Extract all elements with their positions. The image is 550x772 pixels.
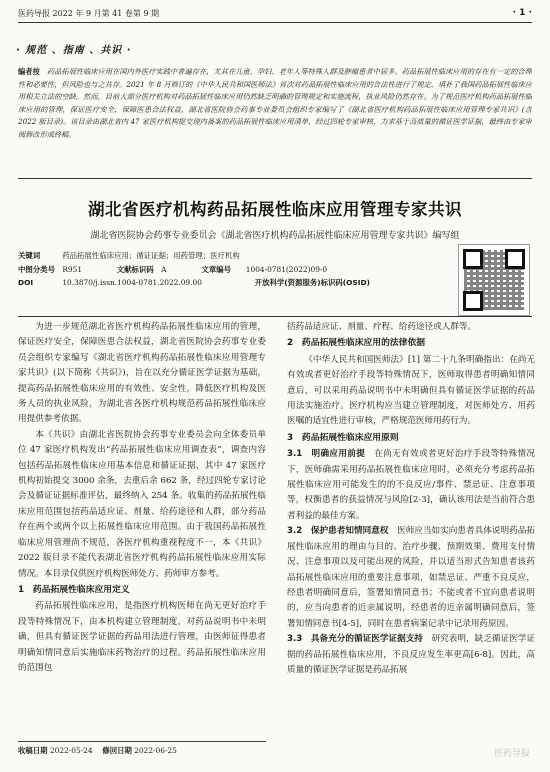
osid-label: 开放科学(资源服务)标识码(OSID) bbox=[254, 278, 371, 287]
doc-code-value: A bbox=[161, 264, 167, 274]
doi-label: DOI bbox=[18, 278, 34, 287]
revised-label: 修回日期 bbox=[102, 746, 132, 755]
section-2-heading: 2 药品拓展性临床应用的法律依据 bbox=[287, 338, 426, 349]
page-number: · 1 · bbox=[512, 8, 532, 18]
section-1-heading: 1 药品拓展性临床应用定义 bbox=[18, 584, 130, 595]
classification-row bbox=[18, 263, 458, 277]
principle-3-3-text: 研究表明，缺乏循证医学证据的药品拓展性临床应用，不良反应发生率更高[6-8]。因此，高质量的循证医学证据是药品拓展 bbox=[287, 634, 535, 675]
footnote-dates bbox=[18, 741, 266, 756]
principle-3-1-heading: 3.1 明确应用前提 bbox=[287, 449, 366, 460]
meta-rule bbox=[18, 316, 532, 317]
intro-paragraph: 为进一步规范湖北省医疗机构药品拓展性临床应用的管理，保证医疗安全，保障医患合法权益，湖北省医院协会药事专业委员会组织专家编写《湖北省医疗机构药品拓展性临床应用管理专家共识》(以下简称《共识》)，旨在以充分循证医学证据为基础，提高药品拓展性临床应用的有效性、安全性，降低医疗机构及医务人员的执业风险，为湖北省各医疗机构规范药品拓展性临床应用提供参考依据。 bbox=[18, 322, 266, 425]
clc-label: 中图分类号 bbox=[18, 264, 55, 274]
editor-note-text: 药品拓展性临床应用在国内外医疗实践中普遍存在，尤其在儿童、孕妇、老年人等特殊人群及肿瘤患者中居多。药品拓展性临床应用的存在有一定的合理性和必要性，但风险也与之共存。2021 年 8 月修订的《中华人民共和国医师法》首次对药品拓展性临床应用的合法性进行了规定，填补了我国药品拓展性临床应用相关立法的空缺。然而，目前大部分医疗机构对药品拓展性临床应用仍然缺乏明确的管理规定和实施流程，执业风险仍然存在。为了规范医疗机构药品拓展性临床应用的管理，保证医疗安全，保障医患合法权益，湖北省医院协会药事专业委员会组织专家编写了《湖北省医疗机构药品拓展性临床应用管理专家共识》(含 2022 版目录)。该目录由湖北省内 47 家医疗机构提交现内备案的药品拓展性临床应用清单，经过四轮专家审核，力求基于高质量的循证医学证据，最终由专家审阅修改形成终稿。 bbox=[18, 67, 532, 139]
revised-date: 2022-06-25 bbox=[134, 746, 177, 755]
received-label: 收稿日期 bbox=[18, 746, 48, 755]
article-meta bbox=[18, 249, 458, 290]
editor-note-rule bbox=[18, 178, 532, 179]
doi-value: 10.3870/j.issn.1004-0781.2022.09.00 bbox=[62, 278, 202, 287]
article-no-label: 文章编号 bbox=[201, 264, 232, 274]
article-authors: 湖北省医院协会药事专业委员会《湖北省医疗机构药品拓展性临床应用管理专家共识》编写组 bbox=[90, 231, 460, 241]
principle-3-1-text: 在尚无有效或者更好治疗手段等特殊情况下，医师确需采用药品拓展性临床应用时，必须充分考虑药品拓展性临床应用可能发生的的不良反应/事件、禁忌证、注意事项等，权衡患者的获益情况与风险[2-3]，确认该用法是当前符合患者利益的最佳方案。 bbox=[287, 449, 535, 521]
editor-note bbox=[18, 66, 532, 171]
article-no-value: 1004-0781(2022)09-0 bbox=[245, 264, 328, 274]
journal-info: 医药导报 2022 年 9 月第 41 卷第 9 期 bbox=[18, 8, 160, 18]
legal-basis-paragraph: 《中华人民共和国医师法》[1] 第二十九条明确指出：在尚无有效或者更好治疗手段等特殊情况下，医师取得患者明确知情同意后，可以采用药品说明书中未明确但具有循证医学证据的药品用法实施治疗。医疗机构应当建立管理制度，对医师处方、用药医嘱的适宜性进行审核，严格规范医师用药行为。 bbox=[287, 354, 535, 427]
header-rule bbox=[18, 22, 532, 23]
clc-value: R951 bbox=[62, 264, 83, 274]
scope-continuation: 括药品适应证、剂量、疗程、给药途径或人群等。 bbox=[287, 322, 477, 332]
principle-3-3-heading: 3.3 具备充分的循证医学证据支持 bbox=[287, 634, 423, 645]
keywords: 药品拓展性临床应用；循证证据；用药管理；医疗机构 bbox=[62, 251, 240, 260]
qr-finder-bottom-left bbox=[463, 291, 483, 311]
definition-paragraph: 药品拓展性临床应用，是指医疗机构医师在尚无更好治疗手段等特殊情况下，由本机构建立管理制度，对药品说明书中未明确，但具有循证医学证据的药品用法进行管理，由医师征得患者明确知情同意后实施临床药物治疗的过程。药品拓展性临床应用的范围包 bbox=[18, 601, 266, 673]
keywords-row bbox=[18, 249, 458, 263]
watermark-text: 医药导报 bbox=[493, 749, 530, 759]
qr-finder-top-right bbox=[505, 249, 525, 269]
osid-qr-code[interactable] bbox=[458, 244, 530, 316]
doi-row bbox=[18, 276, 458, 290]
right-column bbox=[287, 320, 535, 760]
qr-finder-top-left bbox=[463, 249, 483, 269]
received-date: 2022-05-24 bbox=[49, 746, 93, 755]
article-title: 湖北省医疗机构药品拓展性临床应用管理专家共识 bbox=[88, 200, 462, 219]
principle-3-2-text: 医师应当如实向患者具体说明药品拓展性临床应用的理由与目的、治疗步骤、预期效果、费用支付情况、注意事项以及可能出现的风险，并以适当形式告知患者该药品拓展性临床应用的重要注意事项，如禁忌证、严重不良反应，经患者明确同意后，签署知情同意书；不能或者不宜向患者说明的，应当向患者的近亲属说明，经患者的近亲属明确同意后，签署知情同意书[4-5]，同时在患者病案记录中记录用药原因。 bbox=[287, 526, 535, 629]
left-column bbox=[18, 320, 266, 738]
keywords-label: 关键词 bbox=[18, 251, 41, 260]
section-3-heading: 3 药品拓展性临床应用原则 bbox=[287, 432, 399, 443]
survey-paragraph: 本《共识》由湖北省医院协会药事专业委员会向全体委员单位 47 家医疗机构发出“药品拓展性临床应用调查表”，调查内容包括药品拓展性临床应用基本信息和循证证据，其中 47 家医疗机构初始提交 3000 余条，去重后余 662 条，经过四轮专家讨论会及循证证据标准评估，最终纳入 254 条。收集的药品拓展性临床应用范围包括药品适应证、剂量、给药途径和人群，部分药品存在两个或两个以上拓展性临床应用范围。由于我国药品拓展性临床应用管理尚不规范，各医疗机构重视程度不一，本《共识》2022 版目录不能代表湖北省医疗机构药品拓展性临床应用实际情况。本目录仅供医疗机构医师处方、药师审方参考。 bbox=[18, 429, 266, 579]
running-header bbox=[18, 6, 532, 20]
doc-code-label: 文献标识码 bbox=[116, 264, 154, 274]
section-tag: · 规范 、指南 、共识 · bbox=[16, 45, 132, 56]
principle-3-2-heading: 3.2 保护患者知情同意权 bbox=[287, 526, 389, 537]
editor-note-label: 编者按 bbox=[18, 67, 40, 76]
